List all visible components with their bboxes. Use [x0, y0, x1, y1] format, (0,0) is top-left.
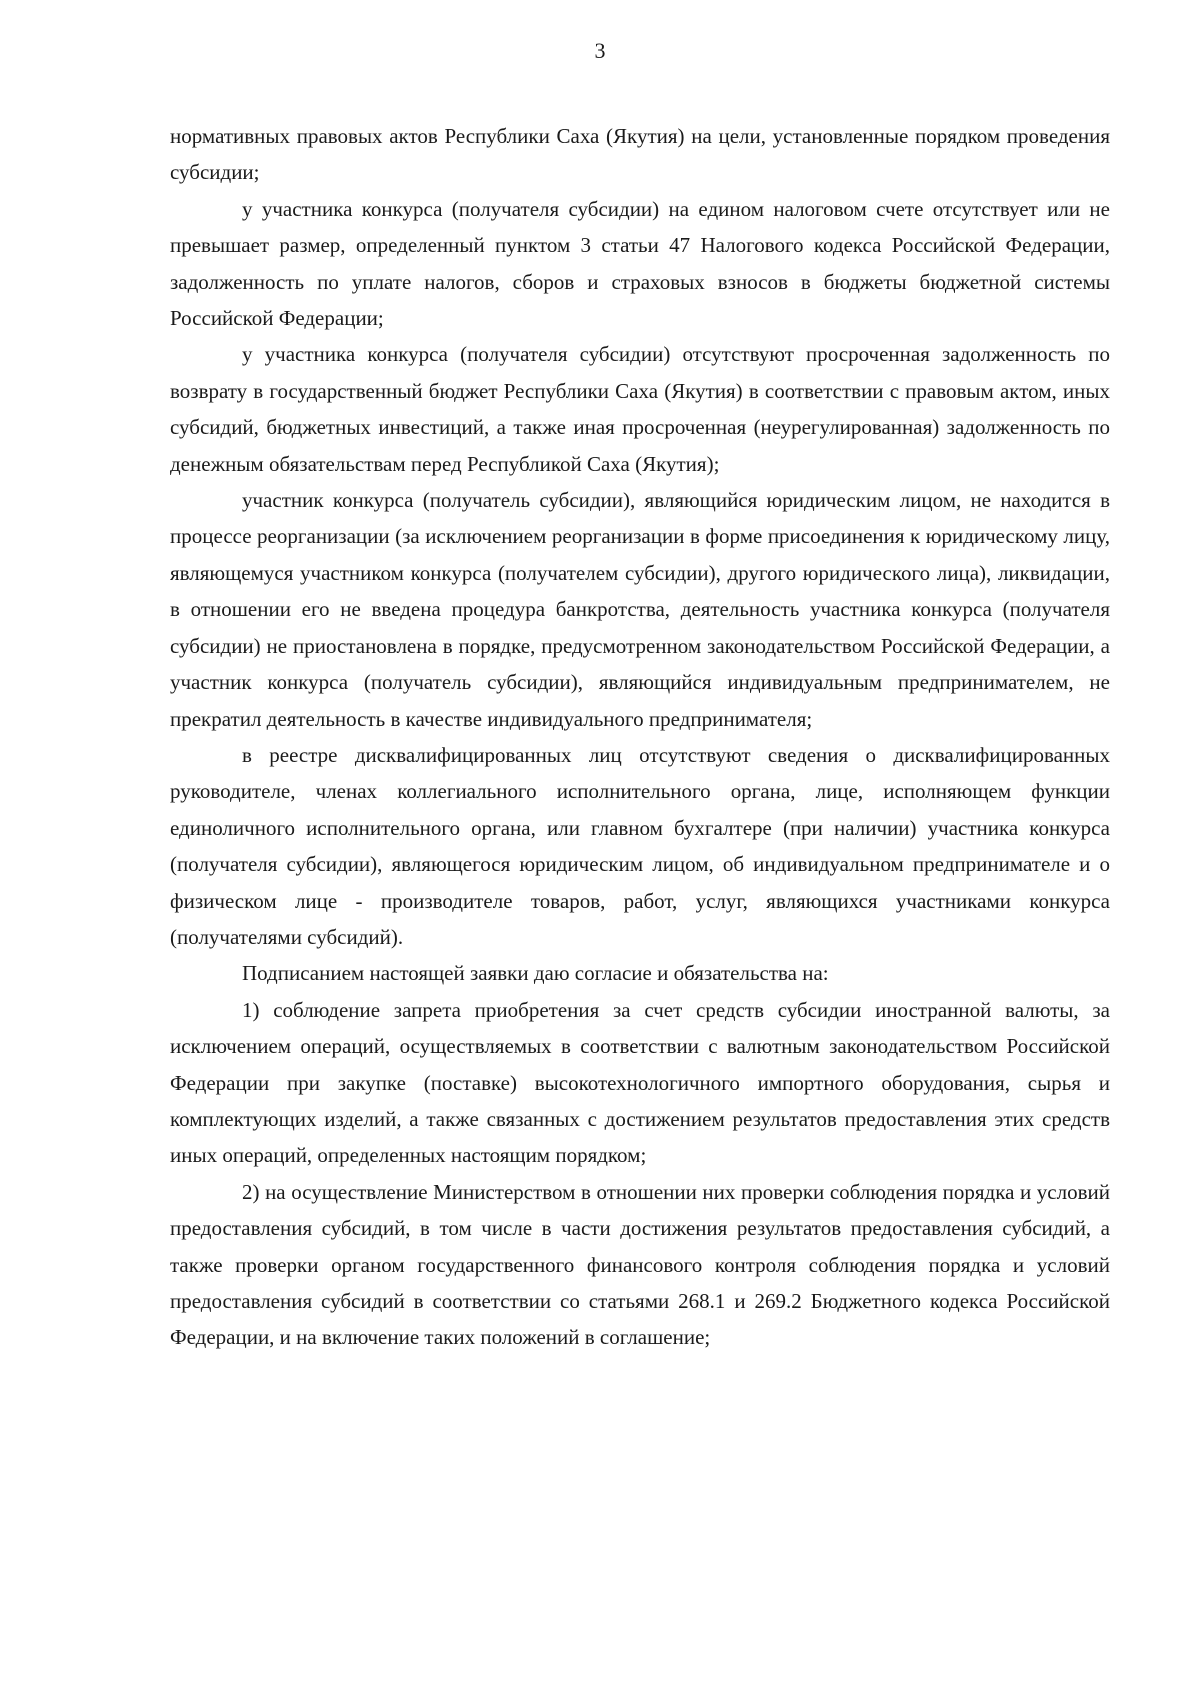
paragraph-tax-debt: у участника конкурса (получателя субсидии) на едином налоговом счете отсутствует или не превышает размер, определенный пунктом 3 статьи 47 Налогового кодекса Российской Федерации, задолженность по уплате налогов, сборов и страховых взносов в бюджеты бюджетной системы Российской Федерации;: [170, 196, 1110, 331]
document-body: [170, 118, 1110, 1356]
paragraph-consent-intro: Подписанием настоящей заявки даю согласие и обязательства на:: [242, 961, 829, 986]
paragraph-continuation: нормативных правовых актов Республики Саха (Якутия) на цели, установленные порядком проведения субсидии;: [170, 124, 1110, 185]
paragraph-reorganization: участник конкурса (получатель субсидии), являющийся юридическим лицом, не находится в процессе реорганизации (за исключением реорганизации в форме присоединения к юридическому лицу, являющемуся участником конкурса (получателем субсидии), другого юридического лица), ликвидации, в отношении его не введена процедура банкротства, деятельность участника конкурса (получателя субсидии) не приостановлена в порядке, предусмотренном законодательством Российской Федерации, а участник конкурса (получатель субсидии), являющийся индивидуальным предпринимателем, не прекратил деятельность в качестве индивидуального предпринимателя;: [170, 488, 1110, 731]
page-number: 3: [594, 38, 606, 63]
paragraph-overdue-debt: у участника конкурса (получателя субсидии) отсутствуют просроченная задолженность по возврату в государственный бюджет Республики Саха (Якутия) в соответствии с правовым актом, иных субсидий, бюджетных инвестиций, а также иная просроченная (неурегулированная) задолженность по денежным обязательствам перед Республикой Саха (Якутия);: [170, 342, 1110, 476]
paragraph-item-2: 2) на осуществление Министерством в отношении них проверки соблюдения порядка и условий предоставления субсидий, в том числе в части достижения результатов предоставления субсидий, а также проверки органом государственного финансового контроля соблюдения порядка и условий предоставления субсидий в соответствии со статьями 268.1 и 269.2 Бюджетного кодекса Российской Федерации, и на включение таких положений в соглашение;: [170, 1179, 1110, 1350]
paragraph-item-1: 1) соблюдение запрета приобретения за счет средств субсидии иностранной валюты, за исключением операций, осуществляемых в соответствии с валютным законодательством Российской Федерации при закупке (поставке) высокотехнологичного импортного оборудования, сырья и комплектующих изделий, а также связанных с достижением результатов предоставления этих средств иных операций, определенных настоящим порядком;: [170, 997, 1110, 1168]
paragraph-disqualified-registry: в реестре дисквалифицированных лиц отсутствуют сведения о дисквалифицированных руководителе, членах коллегиального исполнительного органа, лице, исполняющем функции единоличного исполнительного органа, или главном бухгалтере (при наличии) участника конкурса (получателя субсидии), являющегося юридическим лицом, об индивидуальном предпринимателе и о физическом лице - производителе товаров, работ, услуг, являющихся участниками конкурса (получателями субсидий).: [170, 742, 1110, 949]
